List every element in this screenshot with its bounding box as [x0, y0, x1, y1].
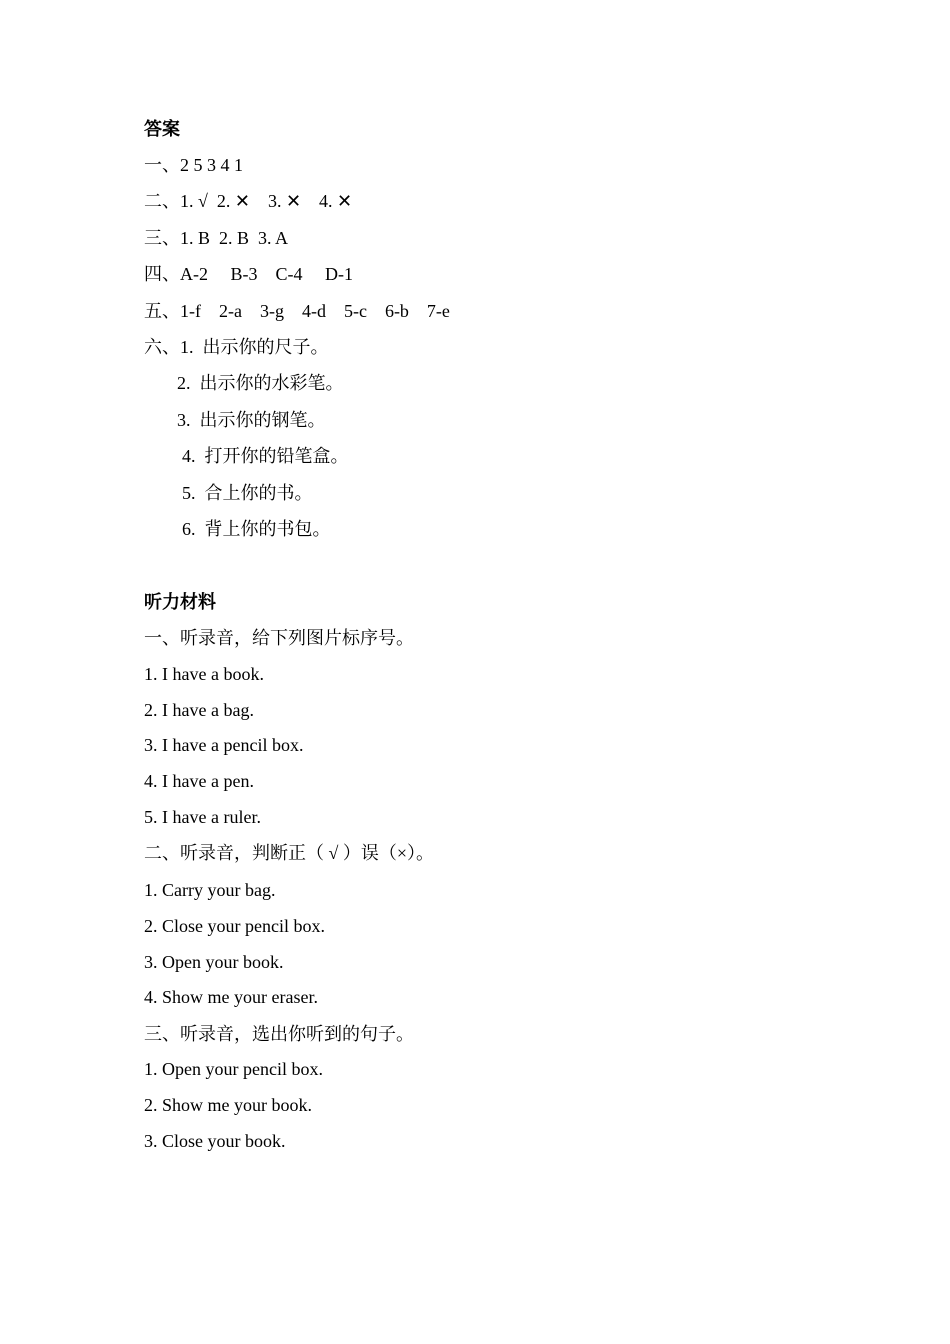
listening-section-2-item: 4. Show me your eraser. — [144, 987, 318, 1007]
answer-section-6-item-3: 3. 出示你的钢笔。 — [177, 410, 326, 430]
answer-section-5: 五、1-f 2-a 3-g 4-d 5-c 6-b 7-e — [144, 301, 450, 321]
listening-section-1-header: 一、听录音，给下列图片标序号。 — [144, 628, 414, 648]
answer-section-6-item-5: 5. 合上你的书。 — [182, 483, 313, 503]
listening-section-3-item: 2. Show me your book. — [144, 1095, 312, 1115]
listening-section-1-item: 4. I have a pen. — [144, 771, 254, 791]
answer-section-6-item-6: 6. 背上你的书包。 — [182, 519, 331, 539]
listening-section-2-header: 二、听录音，判断正（ √ ）误（×）。 — [144, 843, 435, 863]
listening-section-3-item: 1. Open your pencil box. — [144, 1059, 323, 1079]
answer-section-3: 三、1. B 2. B 3. A — [144, 228, 289, 248]
listening-section-2-item: 3. Open your book. — [144, 952, 284, 972]
listening-section-3-header: 三、听录音，选出你听到的句子。 — [144, 1024, 414, 1044]
listening-title: 听力材料 — [144, 592, 216, 612]
answer-section-6-item-1: 六、1. 出示你的尺子。 — [144, 337, 329, 357]
listening-section-3-item: 3. Close your book. — [144, 1131, 286, 1151]
listening-section-2-item: 1. Carry your bag. — [144, 880, 276, 900]
listening-section-2-item: 2. Close your pencil box. — [144, 916, 325, 936]
answer-section-6-item-4: 4. 打开你的铅笔盒。 — [182, 446, 349, 466]
answer-section-2: 二、1. √ 2. ✕ 3. ✕ 4. ✕ — [144, 191, 353, 211]
listening-section-1-item: 2. I have a bag. — [144, 700, 254, 720]
listening-section-1-item: 3. I have a pencil box. — [144, 735, 304, 755]
answers-title: 答案 — [144, 119, 180, 139]
answer-section-4: 四、A-2 B-3 C-4 D-1 — [144, 264, 353, 284]
answer-section-1: 一、2 5 3 4 1 — [144, 155, 243, 175]
listening-section-1-item: 5. I have a ruler. — [144, 807, 261, 827]
listening-section-1-item: 1. I have a book. — [144, 664, 264, 684]
answer-section-6-item-2: 2. 出示你的水彩笔。 — [177, 373, 344, 393]
